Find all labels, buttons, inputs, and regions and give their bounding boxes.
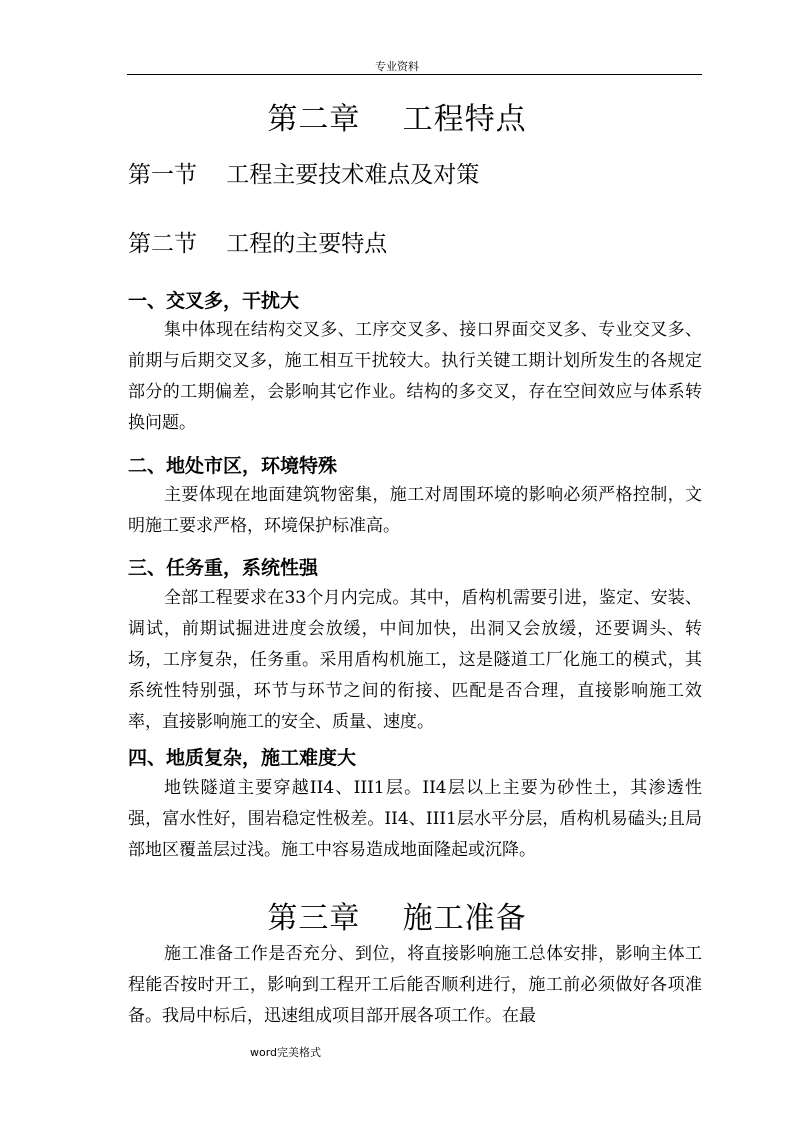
point-2-heading: 二、地处市区，环境特殊	[128, 455, 338, 477]
point-3-body: 全部工程要求在33个月内完成。其中，盾构机需要引进，鉴定、安装、调试，前期试掘进进度会放缓，中间加快，出洞又会放缓，还要调头、转场，工序复杂，任务重。采用盾构机施工，这是隧道工厂化施工的模式，其系统性特别强，环节与环节之间的衔接、匹配是否合理，直接影响施工效率，直接影响施工的安全、质量、速度。	[128, 588, 702, 732]
page-footer-label: word完美格式	[250, 1046, 322, 1059]
point-1-body: 集中体现在结构交叉多、工序交叉多、接口界面交叉多、专业交叉多、前期与后期交叉多，施工相互干扰较大。执行关键工期计划所发生的各规定部分的工期偏差，会影响其它作业。结构的多交叉，存在空间效应与体系转换问题。	[128, 320, 702, 433]
section-2-title: 第二节 工程的主要特点	[128, 231, 388, 257]
point-4-body: 地铁隧道主要穿越II4、III1层。II4层以上主要为砂性土，其渗透性强，富水性好，围岩稳定性极差。II4、III1层水平分层，盾构机易磕头;且局部地区覆盖层过浅。施工中容易造成地面隆起或沉降。	[128, 778, 702, 860]
chapter-2-title: 第二章 工程特点	[267, 102, 527, 137]
point-2-body: 主要体现在地面建筑物密集，施工对周围环境的影响必须严格控制，文明施工要求严格，环境保护标准高。	[128, 485, 702, 536]
point-1-heading: 一、交叉多，干扰大	[128, 290, 300, 312]
section-1-title: 第一节 工程主要技术难点及对策	[128, 162, 480, 188]
point-4-heading: 四、地质复杂，施工难度大	[128, 747, 357, 769]
header-divider	[127, 74, 702, 75]
chapter-3-title: 第三章 施工准备	[267, 901, 527, 936]
chapter-3-body: 施工准备工作是否充分、到位，将直接影响施工总体安排，影响主体工程能否按时开工，影响到工程开工后能否顺利进行，施工前必须做好各项准备。我局中标后，迅速组成项目部开展各项工作。在最	[128, 944, 702, 1026]
point-3-heading: 三、任务重，系统性强	[128, 557, 319, 579]
page-header-label: 专业资料	[375, 60, 419, 73]
